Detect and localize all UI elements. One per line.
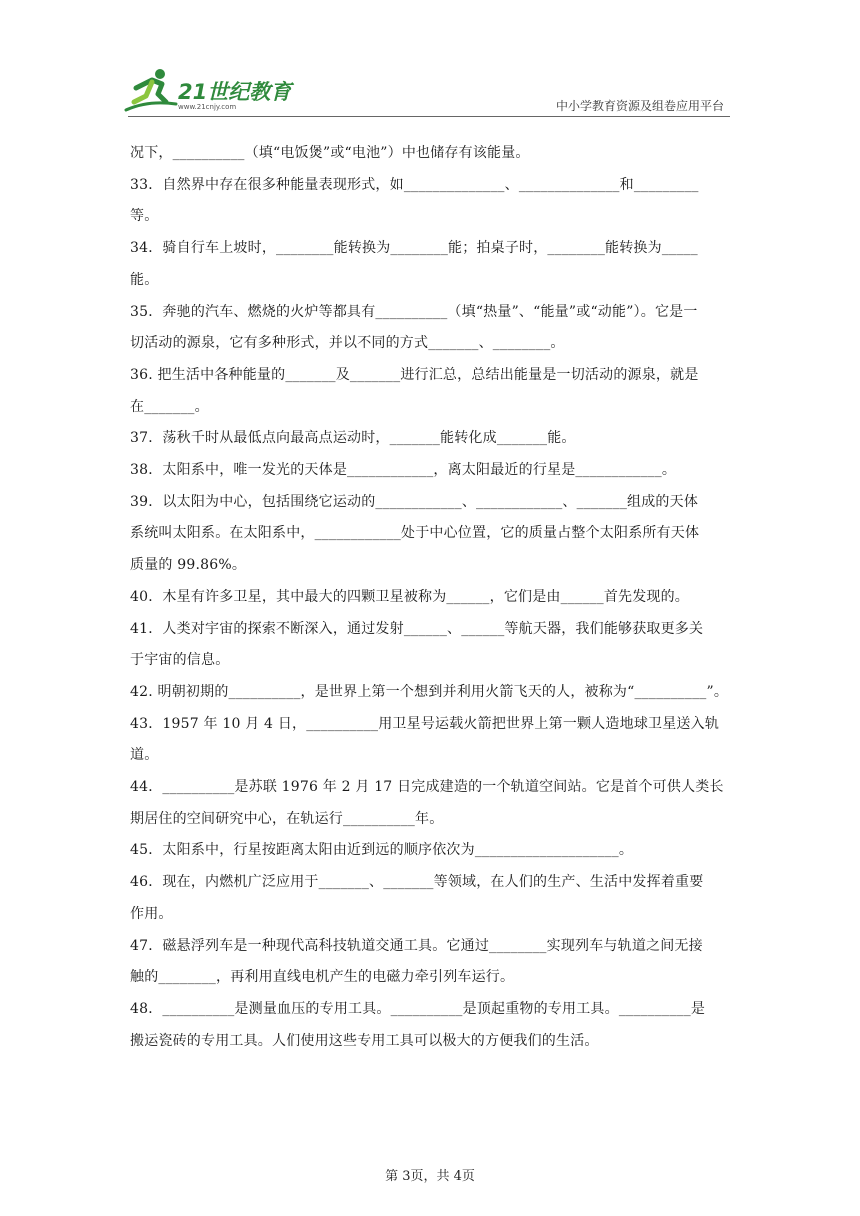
question-line: 作用。 <box>130 905 173 922</box>
header-divider <box>128 116 730 117</box>
question-line: 48．__________是测量血压的专用工具。__________是顶起重物的专用工具。__________是 <box>130 1000 706 1017</box>
question-line: 47．磁悬浮列车是一种现代高科技轨道交通工具。它通过________实现列车与轨道之间无接 <box>130 937 703 954</box>
question-line: 道。 <box>130 747 159 764</box>
logo-url: www.21cnjy.com <box>178 103 237 111</box>
question-line: 34．骑自行车上坡时，________能转换为________能；拍桌子时，________能转换为_____ <box>130 240 698 257</box>
question-line: 35．奔驰的汽车、燃烧的火炉等都具有__________（填“热量”、“能量”或“动能”）。它是一 <box>130 303 698 320</box>
question-line: 38．太阳系中，唯一发光的天体是____________，离太阳最近的行星是____________。 <box>130 462 677 479</box>
question-line: 况下，__________（填“电饭煲”或“电池”）中也储存有该能量。 <box>130 145 530 161</box>
logo <box>122 66 292 116</box>
question-line: 质量的 99.86%。 <box>130 557 247 574</box>
question-line: 44．__________是苏联 1976 年 2 月 17 日完成建造的一个轨道空间站。它是首个可供人类长 <box>130 779 724 796</box>
question-line: 于宇宙的信息。 <box>130 652 230 669</box>
question-list <box>130 138 732 1057</box>
question-line: 36. 把生活中各种能量的_______及_______进行汇总，总结出能量是一切活动的源泉，就是 <box>130 366 699 383</box>
question-line: 43．1957 年 10 月 4 日，__________用卫星号运载火箭把世界上第一颗人造地球卫星送入轨 <box>130 715 720 732</box>
question-line: 46．现在，内燃机广泛应用于_______、_______等领域，在人们的生产、生活中发挥着重要 <box>130 874 704 891</box>
question-line: 40．木星有许多卫星，其中最大的四颗卫星被称为______，它们是由______首先发现的。 <box>130 588 690 605</box>
question-line: 搬运瓷砖的专用工具。人们使用这些专用工具可以极大的方便我们的生活。 <box>130 1032 599 1049</box>
logo-text: 21世纪教育 <box>178 80 292 104</box>
question-line: 37．荡秋千时从最低点向最高点运动时，_______能转化成_______能。 <box>130 430 576 447</box>
runner-logo-icon <box>122 66 178 116</box>
question-line: 39．以太阳为中心，包括围绕它运动的____________、____________、_______组成的天体 <box>130 493 699 510</box>
question-line: 在_______。 <box>130 398 209 415</box>
question-line: 能。 <box>130 271 159 288</box>
question-line: 41．人类对宇宙的探索不断深入，通过发射______、______等航天器，我们能够获取更多关 <box>130 620 704 637</box>
page-header <box>0 0 860 120</box>
question-line: 触的________，再利用直线电机产生的电磁力牵引列车运行。 <box>130 969 515 986</box>
question-line: 期居住的空间研究中心，在轨运行__________年。 <box>130 810 444 827</box>
question-line: 等。 <box>130 208 159 225</box>
platform-name: 中小学教育资源及组卷应用平台 <box>555 99 724 113</box>
question-line: 系统叫太阳系。在太阳系中，____________处于中心位置，它的质量占整个太阳系所有天体 <box>130 525 700 542</box>
question-line: 33．自然界中存在很多种能量表现形式，如______________、______________和_________ <box>130 176 699 193</box>
page-number: 第 3页，共 4页 <box>385 1169 475 1184</box>
question-line: 切活动的源泉，它有多种形式，并以不同的方式_______、________。 <box>130 335 565 352</box>
question-line: 42. 明朝初期的__________，是世界上第一个想到并利用火箭飞天的人，被称为“__________”。 <box>130 683 729 700</box>
question-line: 45．太阳系中，行星按距离太阳由近到远的顺序依次为____________________。 <box>130 842 634 859</box>
